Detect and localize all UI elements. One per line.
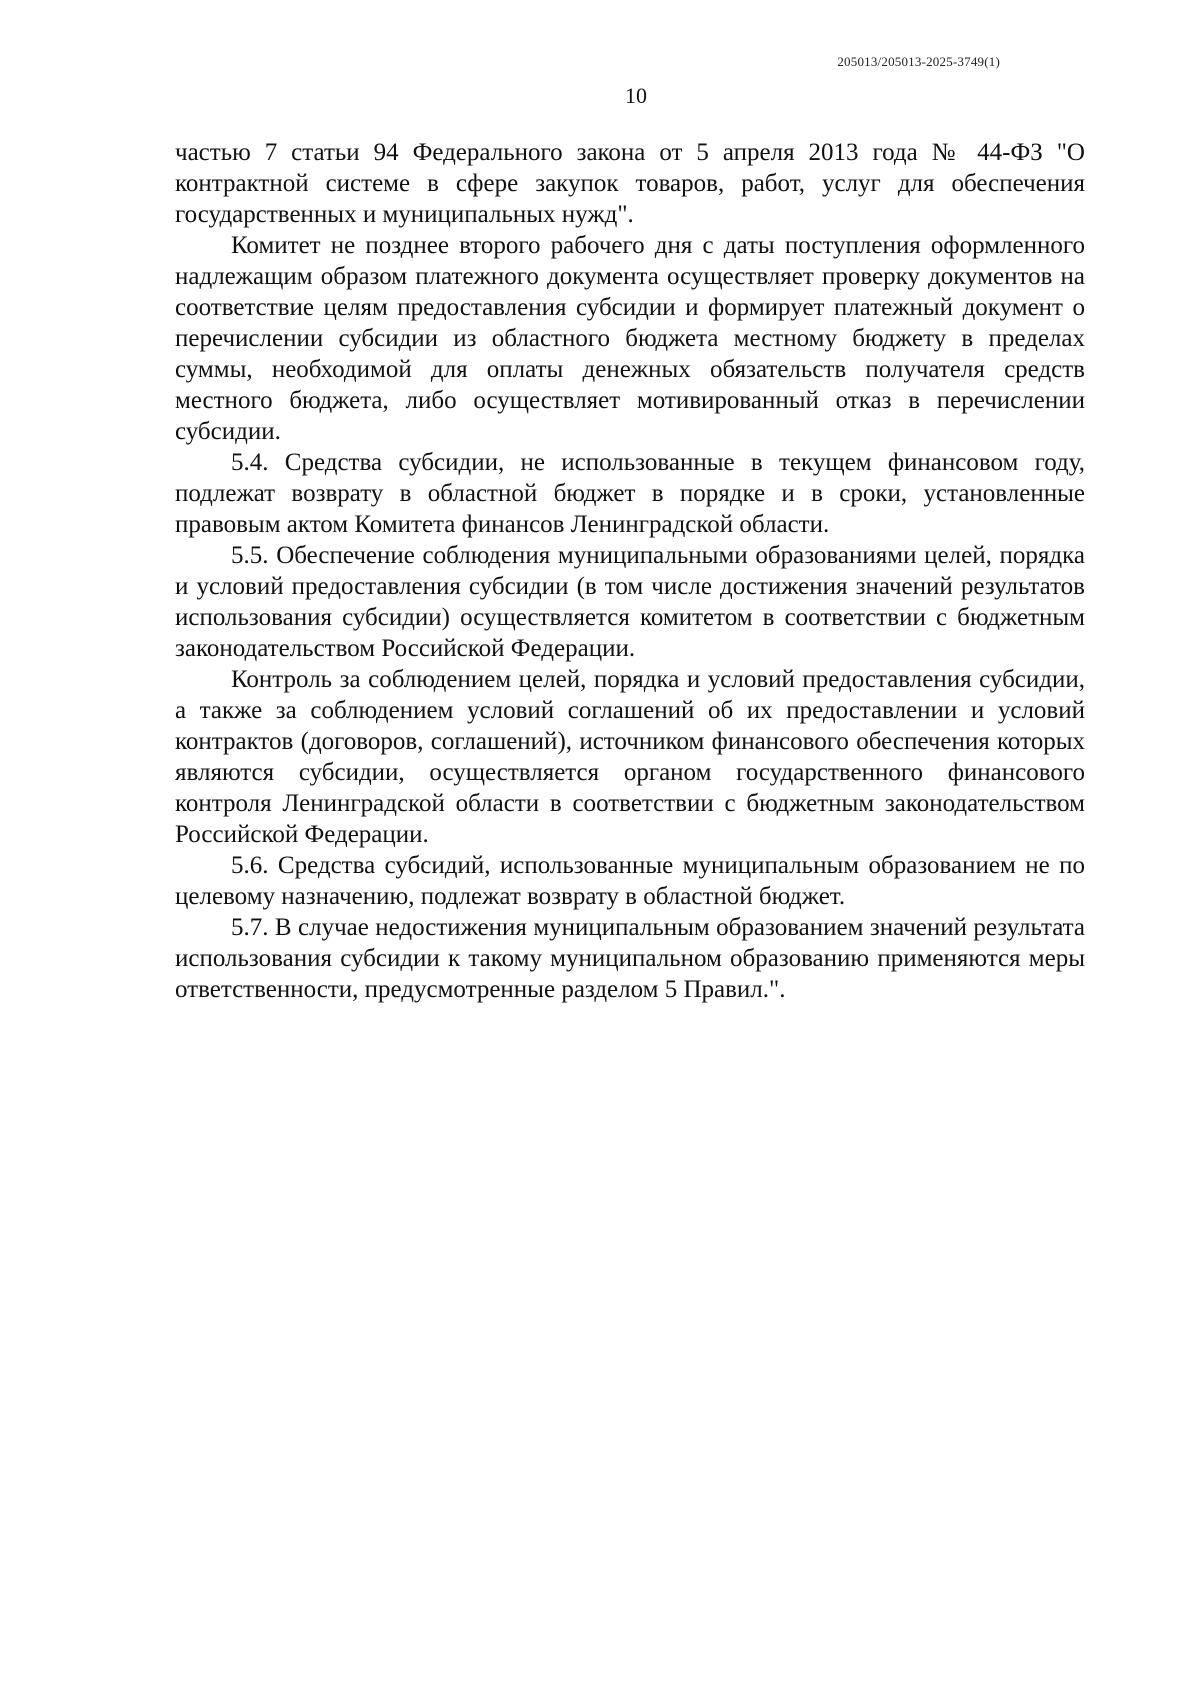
paragraph-5-6: 5.6. Средства субсидий, использованные муниципальным образованием не по целевому назначению, подлежат возврату в областной бюджет. [175, 852, 1085, 910]
paragraph-continuation: частью 7 статьи 94 Федерального закона от 5 апреля 2013 года № 44-ФЗ "О контрактной системе в сфере закупок товаров, работ, услуг для обеспечения государственных и муниципальных нужд". [175, 139, 1085, 228]
paragraph-control: Контроль за соблюдением целей, порядка и условий предоставления субсидии, а также за соблюдением условий соглашений об их предоставлении и условий контрактов (договоров, соглашений), источником финансового обеспечения которых являются субсидии, осуществляется органом государственного финансового контроля Ленинградской области в соответствии с бюджетным законодательством Российской Федерации. [175, 666, 1085, 848]
document-id: 205013/205013-2025-3749(1) [837, 54, 1000, 69]
paragraph-5-5: 5.5. Обеспечение соблюдения муниципальными образованиями целей, порядка и условий предоставления субсидии (в том числе достижения значений результатов использования субсидии) осуществляется комитетом в соответствии с бюджетным законодательством Российской Федерации. [175, 542, 1085, 662]
page-number: 10 [625, 83, 647, 108]
document-body [175, 137, 1085, 1005]
paragraph-5-4: 5.4. Средства субсидии, не использованные в текущем финансовом году, подлежат возврату в областной бюджет в порядке и в сроки, установленные правовым актом Комитета финансов Ленинградской области. [175, 449, 1085, 538]
paragraph-5-7: 5.7. В случае недостижения муниципальным образованием значений результата использования субсидии к такому муниципальном образованию применяются меры ответственности, предусмотренные разделом 5 Правил.". [175, 914, 1085, 1003]
paragraph-committee-check: Комитет не позднее второго рабочего дня с даты поступления оформленного надлежащим образом платежного документа осуществляет проверку документов на соответствие целям предоставления субсидии и формирует платежный документ о перечислении субсидии из областного бюджета местному бюджету в пределах суммы, необходимой для оплаты денежных обязательств получателя средств местного бюджета, либо осуществляет мотивированный отказ в перечислении субсидии. [175, 232, 1085, 445]
